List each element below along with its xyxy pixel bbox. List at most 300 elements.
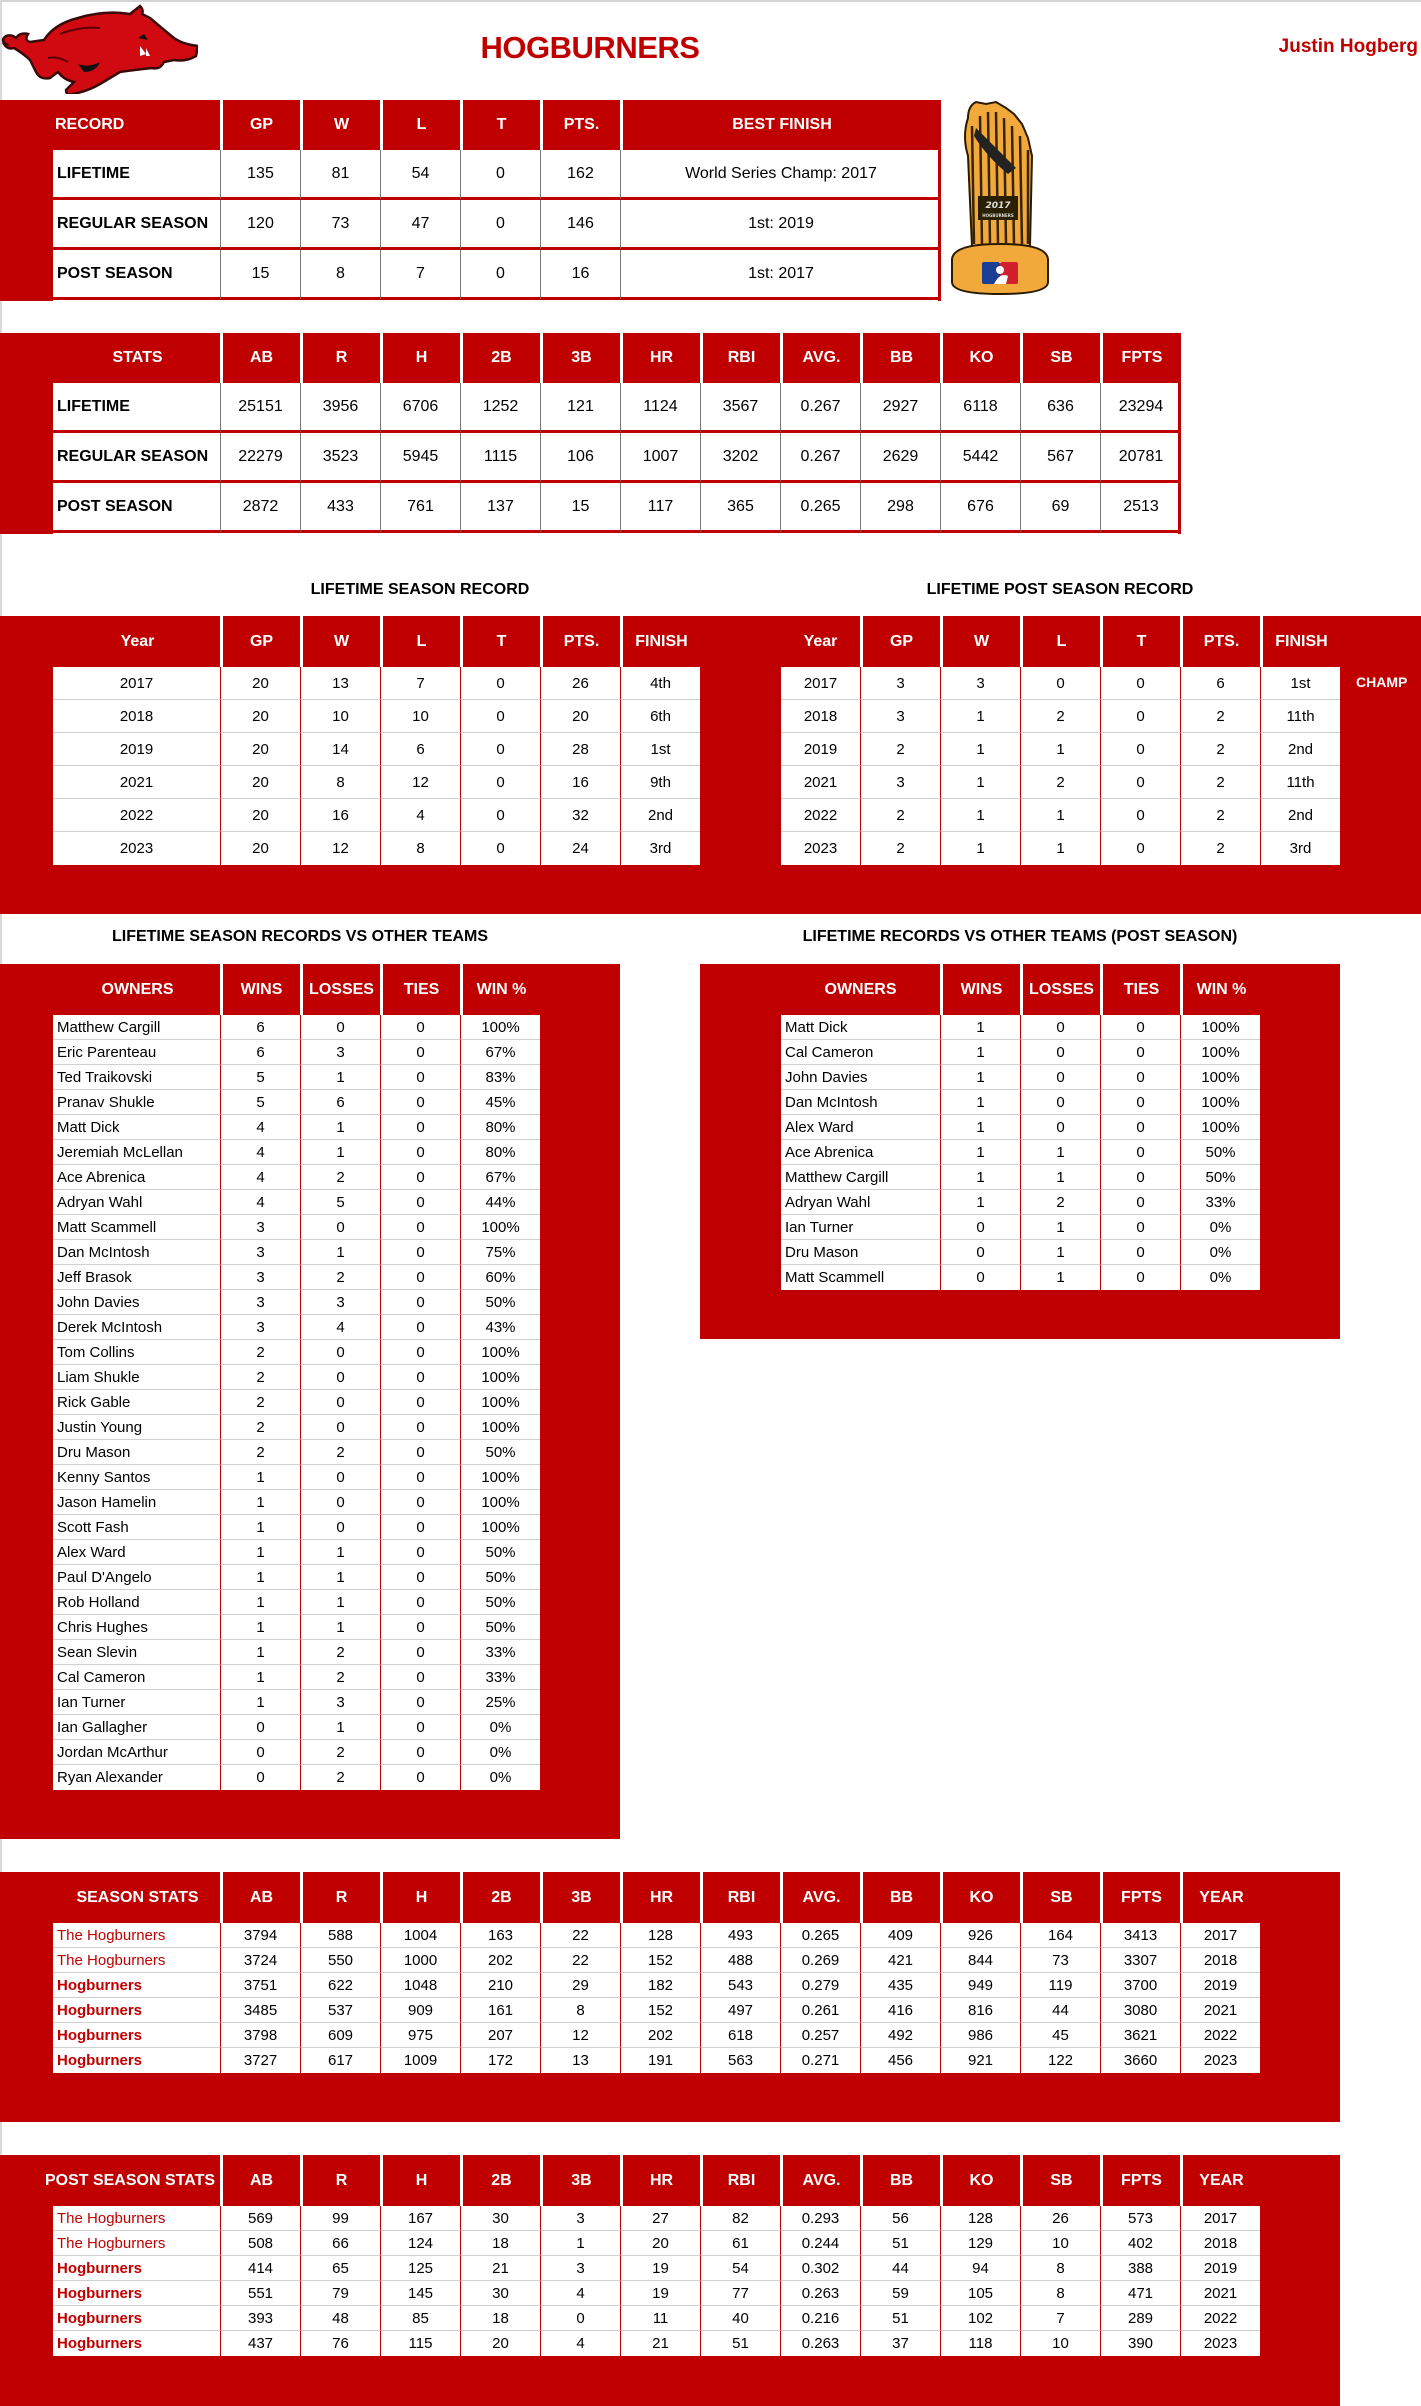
table-cell: 22 bbox=[540, 1948, 620, 1973]
table-cell: 0 bbox=[220, 1765, 300, 1790]
table-cell: 73 bbox=[1020, 1948, 1100, 1973]
svg-text:HOGBURNERS: HOGBURNERS bbox=[982, 213, 1014, 218]
column-header[interactable]: PTS. bbox=[1180, 616, 1260, 667]
table-cell: 0 bbox=[300, 1465, 380, 1490]
table-cell: 0 bbox=[460, 766, 540, 799]
row-label: Alex Ward bbox=[781, 1115, 940, 1140]
table-cell: 543 bbox=[700, 1973, 780, 1998]
column-header[interactable]: PTS. bbox=[540, 100, 620, 150]
table-cell: 100% bbox=[1180, 1090, 1260, 1115]
row-label: Alex Ward bbox=[53, 1540, 220, 1565]
table-cell: 4 bbox=[220, 1165, 300, 1190]
table-cell: 0.293 bbox=[780, 2206, 860, 2231]
table-cell: 30 bbox=[460, 2206, 540, 2231]
table-cell: 761 bbox=[380, 483, 460, 533]
table-cell: 102 bbox=[940, 2306, 1020, 2331]
table-cell: 100% bbox=[460, 1390, 540, 1415]
table-cell: 20781 bbox=[1100, 433, 1181, 483]
table-cell: 100% bbox=[460, 1340, 540, 1365]
table-cell: 2 bbox=[300, 1440, 380, 1465]
table-cell: 1 bbox=[940, 1140, 1020, 1165]
table-cell: 118 bbox=[940, 2331, 1020, 2356]
table-cell: 488 bbox=[700, 1948, 780, 1973]
table-cell: 59 bbox=[860, 2281, 940, 2306]
table-cell: 409 bbox=[860, 1923, 940, 1948]
table-cell: 99 bbox=[300, 2206, 380, 2231]
column-header[interactable]: FINISH bbox=[1260, 616, 1340, 667]
row-label: Scott Fash bbox=[53, 1515, 220, 1540]
column-header[interactable]: FPTS bbox=[1100, 333, 1181, 383]
column-header[interactable]: R bbox=[300, 1872, 380, 1923]
column-header[interactable]: RECORD bbox=[55, 116, 125, 133]
table-cell: 124 bbox=[380, 2231, 460, 2256]
column-header[interactable]: W bbox=[300, 616, 380, 667]
table-cell: 0 bbox=[1100, 1240, 1180, 1265]
table-cell: 128 bbox=[940, 2206, 1020, 2231]
table-cell: 2 bbox=[1180, 832, 1260, 865]
table-cell: 54 bbox=[700, 2256, 780, 2281]
table-cell: 1252 bbox=[460, 383, 540, 433]
column-header[interactable]: L bbox=[1020, 616, 1100, 667]
row-label: Paul D'Angelo bbox=[53, 1565, 220, 1590]
table-cell: 986 bbox=[940, 2023, 1020, 2048]
table-cell: 14 bbox=[300, 733, 380, 766]
table-cell: 949 bbox=[940, 1973, 1020, 1998]
column-header[interactable]: BEST FINISH bbox=[620, 100, 941, 150]
column-header[interactable]: AVG. bbox=[780, 2155, 860, 2206]
table-cell: 1009 bbox=[380, 2048, 460, 2073]
table-cell: 81 bbox=[300, 150, 380, 200]
table-cell: 16 bbox=[300, 799, 380, 832]
table-cell: 1 bbox=[940, 1040, 1020, 1065]
table-cell: 77 bbox=[700, 2281, 780, 2306]
column-header[interactable]: T bbox=[460, 616, 540, 667]
table-cell: 2 bbox=[1180, 766, 1260, 799]
table-cell: 2018 bbox=[1180, 1948, 1260, 1973]
column-header[interactable]: 3B bbox=[540, 2155, 620, 2206]
column-header[interactable]: WINS bbox=[940, 964, 1020, 1015]
table-cell: 0 bbox=[380, 1240, 460, 1265]
column-header[interactable]: 2B bbox=[460, 1872, 540, 1923]
column-header[interactable]: GP bbox=[220, 100, 300, 150]
table-cell: 21 bbox=[460, 2256, 540, 2281]
row-label: Tom Collins bbox=[53, 1340, 220, 1365]
table-cell: 20 bbox=[220, 733, 300, 766]
table-cell: 8 bbox=[300, 250, 380, 300]
table-cell: 8 bbox=[540, 1998, 620, 2023]
table-cell: 1 bbox=[1020, 1265, 1100, 1290]
column-header[interactable]: YEAR bbox=[1180, 2155, 1260, 2206]
table-cell: 137 bbox=[460, 483, 540, 533]
table-cell: 100% bbox=[1180, 1115, 1260, 1140]
table-cell: 25% bbox=[460, 1690, 540, 1715]
row-label: 2017 bbox=[781, 667, 860, 700]
table-cell: 117 bbox=[620, 483, 700, 533]
table-cell: 3 bbox=[940, 667, 1020, 700]
owner-name: Justin Hogberg bbox=[1278, 36, 1418, 57]
table-cell: 19 bbox=[620, 2281, 700, 2306]
table-cell: 0% bbox=[460, 1740, 540, 1765]
row-label: Ace Abrenica bbox=[781, 1140, 940, 1165]
table-cell: 2nd bbox=[1260, 799, 1340, 832]
column-header[interactable]: Year bbox=[120, 632, 155, 650]
row-label: Eric Parenteau bbox=[53, 1040, 220, 1065]
row-label: Adryan Wahl bbox=[781, 1190, 940, 1215]
table-cell: 100% bbox=[460, 1365, 540, 1390]
table-cell: 79 bbox=[300, 2281, 380, 2306]
table-cell: 0% bbox=[460, 1715, 540, 1740]
table-cell: 0 bbox=[1100, 1165, 1180, 1190]
table-cell: 1115 bbox=[460, 433, 540, 483]
table-cell: 0 bbox=[460, 150, 540, 200]
column-header[interactable]: KO bbox=[940, 2155, 1020, 2206]
table-cell: 1 bbox=[940, 1115, 1020, 1140]
table-cell: 0 bbox=[1020, 667, 1100, 700]
column-header[interactable]: BB bbox=[860, 333, 940, 383]
table-cell: 4 bbox=[220, 1190, 300, 1215]
column-header[interactable]: LOSSES bbox=[300, 964, 380, 1015]
column-header[interactable]: W bbox=[300, 100, 380, 150]
table-cell: 0 bbox=[1100, 1190, 1180, 1215]
table-cell: 73 bbox=[300, 200, 380, 250]
table-cell: 1 bbox=[940, 832, 1020, 865]
table-cell: 6 bbox=[1180, 667, 1260, 700]
table-cell: 3956 bbox=[300, 383, 380, 433]
row-label: The Hogburners bbox=[53, 1948, 220, 1973]
table-cell: 0.261 bbox=[780, 1998, 860, 2023]
table-cell: 1 bbox=[220, 1665, 300, 1690]
table-cell: 1 bbox=[1020, 1165, 1100, 1190]
row-label: Hogburners bbox=[53, 2281, 220, 2306]
row-label: 2022 bbox=[53, 799, 220, 832]
row-label: 2021 bbox=[53, 766, 220, 799]
table-cell: 0% bbox=[460, 1765, 540, 1790]
column-header[interactable]: RBI bbox=[700, 333, 780, 383]
column-header[interactable]: WIN % bbox=[1180, 964, 1260, 1015]
table-cell: 100% bbox=[1180, 1065, 1260, 1090]
table-cell: 508 bbox=[220, 2231, 300, 2256]
table-cell: 1 bbox=[940, 799, 1020, 832]
table-cell: 0 bbox=[1100, 1215, 1180, 1240]
table-cell: 19 bbox=[620, 2256, 700, 2281]
column-header[interactable]: LOSSES bbox=[1020, 964, 1100, 1015]
table-cell: 0 bbox=[1100, 1140, 1180, 1165]
row-label: Rick Gable bbox=[53, 1390, 220, 1415]
table-cell: 1 bbox=[220, 1515, 300, 1540]
row-label: Dan McIntosh bbox=[53, 1240, 220, 1265]
column-header[interactable]: HR bbox=[620, 2155, 700, 2206]
column-header[interactable]: HR bbox=[620, 1872, 700, 1923]
table-cell: 437 bbox=[220, 2331, 300, 2356]
table-cell: 926 bbox=[940, 1923, 1020, 1948]
column-header[interactable]: WINS bbox=[220, 964, 300, 1015]
table-cell: 106 bbox=[540, 433, 620, 483]
row-label: 2017 bbox=[53, 667, 220, 700]
column-header[interactable]: R bbox=[300, 2155, 380, 2206]
table-cell: 0.302 bbox=[780, 2256, 860, 2281]
table-cell: 0.269 bbox=[780, 1948, 860, 1973]
column-header[interactable]: RBI bbox=[700, 1872, 780, 1923]
table-cell: 146 bbox=[540, 200, 620, 250]
table-cell: 3 bbox=[300, 1040, 380, 1065]
table-cell: 1st: 2017 bbox=[620, 250, 941, 300]
table-cell: 0 bbox=[460, 832, 540, 865]
column-header[interactable]: T bbox=[460, 100, 540, 150]
table-cell: 0 bbox=[380, 1665, 460, 1690]
column-header[interactable]: W bbox=[940, 616, 1020, 667]
row-label: Kenny Santos bbox=[53, 1465, 220, 1490]
table-cell: 1 bbox=[1020, 832, 1100, 865]
row-label: Pranav Shukle bbox=[53, 1090, 220, 1115]
table-cell: 2513 bbox=[1100, 483, 1181, 533]
table-cell: 0 bbox=[1100, 832, 1180, 865]
row-label: 2018 bbox=[53, 700, 220, 733]
table-cell: 0 bbox=[380, 1640, 460, 1665]
table-cell: 51 bbox=[700, 2331, 780, 2356]
column-header[interactable]: H bbox=[380, 2155, 460, 2206]
row-label: The Hogburners bbox=[53, 2206, 220, 2231]
column-header[interactable]: TIES bbox=[380, 964, 460, 1015]
table-cell: 20 bbox=[220, 700, 300, 733]
table-cell: 6 bbox=[220, 1015, 300, 1040]
row-label: Liam Shukle bbox=[53, 1365, 220, 1390]
table-cell: 10 bbox=[1020, 2331, 1100, 2356]
column-header[interactable]: GP bbox=[220, 616, 300, 667]
table-right-border bbox=[938, 150, 941, 301]
column-header[interactable]: SB bbox=[1020, 1872, 1100, 1923]
table-cell: 0 bbox=[1020, 1065, 1100, 1090]
table-cell: 1 bbox=[300, 1065, 380, 1090]
column-header[interactable]: 2B bbox=[460, 2155, 540, 2206]
table-cell: 100% bbox=[1180, 1015, 1260, 1040]
table-cell: 0 bbox=[300, 1215, 380, 1240]
table-cell: 0 bbox=[380, 1715, 460, 1740]
table-cell: 1 bbox=[300, 1240, 380, 1265]
column-header[interactable]: YEAR bbox=[1180, 1872, 1260, 1923]
table-cell: 0 bbox=[380, 1515, 460, 1540]
table-cell: 3621 bbox=[1100, 2023, 1180, 2048]
table-cell: 7 bbox=[1020, 2306, 1100, 2331]
row-label: Adryan Wahl bbox=[53, 1190, 220, 1215]
column-header[interactable]: BB bbox=[860, 2155, 940, 2206]
column-header[interactable]: 2B bbox=[460, 333, 540, 383]
table-cell: 33% bbox=[460, 1640, 540, 1665]
table-cell: 588 bbox=[300, 1923, 380, 1948]
table-cell: 1 bbox=[220, 1490, 300, 1515]
table-cell: 3 bbox=[860, 766, 940, 799]
table-cell: 975 bbox=[380, 2023, 460, 2048]
table-cell: 3rd bbox=[1260, 832, 1340, 865]
table-cell: 8 bbox=[380, 832, 460, 865]
column-header[interactable]: L bbox=[380, 616, 460, 667]
table-cell: 0 bbox=[460, 733, 540, 766]
table-cell: 676 bbox=[940, 483, 1020, 533]
row-label: POST SEASON bbox=[53, 250, 220, 300]
column-header[interactable]: PTS. bbox=[540, 616, 620, 667]
column-header[interactable]: H bbox=[380, 333, 460, 383]
column-header[interactable]: STATS bbox=[112, 349, 163, 366]
table-cell: 18 bbox=[460, 2306, 540, 2331]
table-cell: 0.279 bbox=[780, 1973, 860, 1998]
table-cell: 2 bbox=[220, 1440, 300, 1465]
table-cell: 45% bbox=[460, 1090, 540, 1115]
table-cell: 23294 bbox=[1100, 383, 1181, 433]
table-cell: 1007 bbox=[620, 433, 700, 483]
table-cell: 0 bbox=[380, 1115, 460, 1140]
table-cell: 2022 bbox=[1180, 2023, 1260, 2048]
table-cell: 135 bbox=[220, 150, 300, 200]
row-label: 2018 bbox=[781, 700, 860, 733]
column-header[interactable]: AB bbox=[220, 1872, 300, 1923]
table-cell: 609 bbox=[300, 2023, 380, 2048]
row-label: 2019 bbox=[53, 733, 220, 766]
column-header[interactable]: L bbox=[380, 100, 460, 150]
table-cell: 3660 bbox=[1100, 2048, 1180, 2073]
table-cell: 0.257 bbox=[780, 2023, 860, 2048]
table-cell: 433 bbox=[300, 483, 380, 533]
row-label: Dru Mason bbox=[53, 1440, 220, 1465]
table-cell: 3307 bbox=[1100, 1948, 1180, 1973]
table-cell: 100% bbox=[460, 1515, 540, 1540]
table-cell: 54 bbox=[380, 150, 460, 200]
table-cell: 167 bbox=[380, 2206, 460, 2231]
column-header[interactable]: SB bbox=[1020, 333, 1100, 383]
table-cell: 100% bbox=[460, 1215, 540, 1240]
column-header[interactable]: KO bbox=[940, 333, 1020, 383]
row-label: 2023 bbox=[781, 832, 860, 865]
table-cell: 37 bbox=[860, 2331, 940, 2356]
table-cell: 0 bbox=[380, 1040, 460, 1065]
row-label: Sean Slevin bbox=[53, 1640, 220, 1665]
table-cell: 3rd bbox=[620, 832, 700, 865]
column-header[interactable]: AB bbox=[220, 333, 300, 383]
row-label: Matthew Cargill bbox=[53, 1015, 220, 1040]
table-cell: 47 bbox=[380, 200, 460, 250]
table-cell: 48 bbox=[300, 2306, 380, 2331]
table-cell: 0 bbox=[380, 1690, 460, 1715]
table-cell: 2 bbox=[300, 1665, 380, 1690]
table-cell: 61 bbox=[700, 2231, 780, 2256]
row-label: Chris Hughes bbox=[53, 1615, 220, 1640]
column-header[interactable]: H bbox=[380, 1872, 460, 1923]
table-cell: 11th bbox=[1260, 766, 1340, 799]
table-cell: 163 bbox=[460, 1923, 540, 1948]
row-label: Jason Hamelin bbox=[53, 1490, 220, 1515]
row-label: Matt Dick bbox=[781, 1015, 940, 1040]
table-cell: 2927 bbox=[860, 383, 940, 433]
table-cell: 60% bbox=[460, 1265, 540, 1290]
column-header[interactable]: RBI bbox=[700, 2155, 780, 2206]
table-cell: 0 bbox=[380, 1065, 460, 1090]
column-header[interactable]: R bbox=[300, 333, 380, 383]
table-cell: 550 bbox=[300, 1948, 380, 1973]
table-cell: 3751 bbox=[220, 1973, 300, 1998]
column-header[interactable]: WIN % bbox=[460, 964, 540, 1015]
table-cell: 0 bbox=[300, 1415, 380, 1440]
column-header[interactable]: FINISH bbox=[620, 616, 700, 667]
table-cell: 390 bbox=[1100, 2331, 1180, 2356]
column-header[interactable]: SEASON STATS bbox=[76, 1888, 199, 1906]
table-cell: 2 bbox=[860, 799, 940, 832]
column-header[interactable]: POST SEASON STATS bbox=[44, 2171, 216, 2189]
table-cell: 4th bbox=[620, 667, 700, 700]
column-header[interactable]: Year bbox=[803, 632, 838, 650]
table-cell: 12 bbox=[300, 832, 380, 865]
table-cell: 65 bbox=[300, 2256, 380, 2281]
column-header[interactable]: T bbox=[1100, 616, 1180, 667]
world-series-trophy-icon bbox=[948, 98, 1052, 296]
table-cell: 121 bbox=[540, 383, 620, 433]
table-cell: 0 bbox=[380, 1215, 460, 1240]
table-cell: 0 bbox=[460, 799, 540, 832]
table-right-border bbox=[1178, 383, 1181, 534]
razorback-hog-logo-icon bbox=[0, 2, 198, 94]
table-cell: 0 bbox=[380, 1140, 460, 1165]
section-title: LIFETIME POST SEASON RECORD bbox=[926, 581, 1194, 598]
table-cell: 2 bbox=[860, 733, 940, 766]
column-header[interactable]: BB bbox=[860, 1872, 940, 1923]
column-header[interactable]: 3B bbox=[540, 333, 620, 383]
table-cell: 402 bbox=[1100, 2231, 1180, 2256]
table-cell: 50% bbox=[1180, 1165, 1260, 1190]
table-cell: 67% bbox=[460, 1040, 540, 1065]
table-cell: 16 bbox=[540, 250, 620, 300]
table-cell: 12 bbox=[540, 2023, 620, 2048]
table-cell: 210 bbox=[460, 1973, 540, 1998]
svg-text:2017: 2017 bbox=[985, 201, 1011, 211]
column-header[interactable]: OWNERS bbox=[824, 980, 897, 998]
column-header[interactable]: SB bbox=[1020, 2155, 1100, 2206]
table-cell: 40 bbox=[700, 2306, 780, 2331]
row-label: Ace Abrenica bbox=[53, 1165, 220, 1190]
table-cell: 2 bbox=[220, 1415, 300, 1440]
table-cell: 3 bbox=[540, 2206, 620, 2231]
table-cell: 0 bbox=[380, 1490, 460, 1515]
table-cell: 3 bbox=[220, 1215, 300, 1240]
table-cell: 2 bbox=[1180, 733, 1260, 766]
table-cell: 25151 bbox=[220, 383, 300, 433]
column-header[interactable]: OWNERS bbox=[101, 980, 174, 998]
table-cell: 0 bbox=[1100, 1115, 1180, 1140]
table-cell: 2 bbox=[1180, 799, 1260, 832]
row-label: LIFETIME bbox=[53, 150, 220, 200]
column-header[interactable]: AB bbox=[220, 2155, 300, 2206]
row-label: Hogburners bbox=[53, 2048, 220, 2073]
table-cell: 4 bbox=[540, 2331, 620, 2356]
table-cell: 100% bbox=[460, 1015, 540, 1040]
column-header[interactable]: AVG. bbox=[780, 1872, 860, 1923]
column-header[interactable]: HR bbox=[620, 333, 700, 383]
table-cell: 0 bbox=[380, 1590, 460, 1615]
column-header[interactable]: GP bbox=[860, 616, 940, 667]
column-header[interactable]: KO bbox=[940, 1872, 1020, 1923]
table-cell: 0 bbox=[1020, 1040, 1100, 1065]
column-header[interactable]: AVG. bbox=[780, 333, 860, 383]
table-cell: 0.265 bbox=[780, 483, 860, 533]
table-cell: 2018 bbox=[1180, 2231, 1260, 2256]
table-cell: 3 bbox=[220, 1240, 300, 1265]
table-cell: 9th bbox=[620, 766, 700, 799]
column-header[interactable]: FPTS bbox=[1100, 2155, 1180, 2206]
table-cell: 393 bbox=[220, 2306, 300, 2331]
table-cell: 67% bbox=[460, 1165, 540, 1190]
table-cell: 122 bbox=[1020, 2048, 1100, 2073]
column-header[interactable]: TIES bbox=[1100, 964, 1180, 1015]
table-cell: 0 bbox=[1100, 766, 1180, 799]
row-label: Hogburners bbox=[53, 2256, 220, 2281]
column-header[interactable]: FPTS bbox=[1100, 1872, 1180, 1923]
column-header[interactable]: 3B bbox=[540, 1872, 620, 1923]
